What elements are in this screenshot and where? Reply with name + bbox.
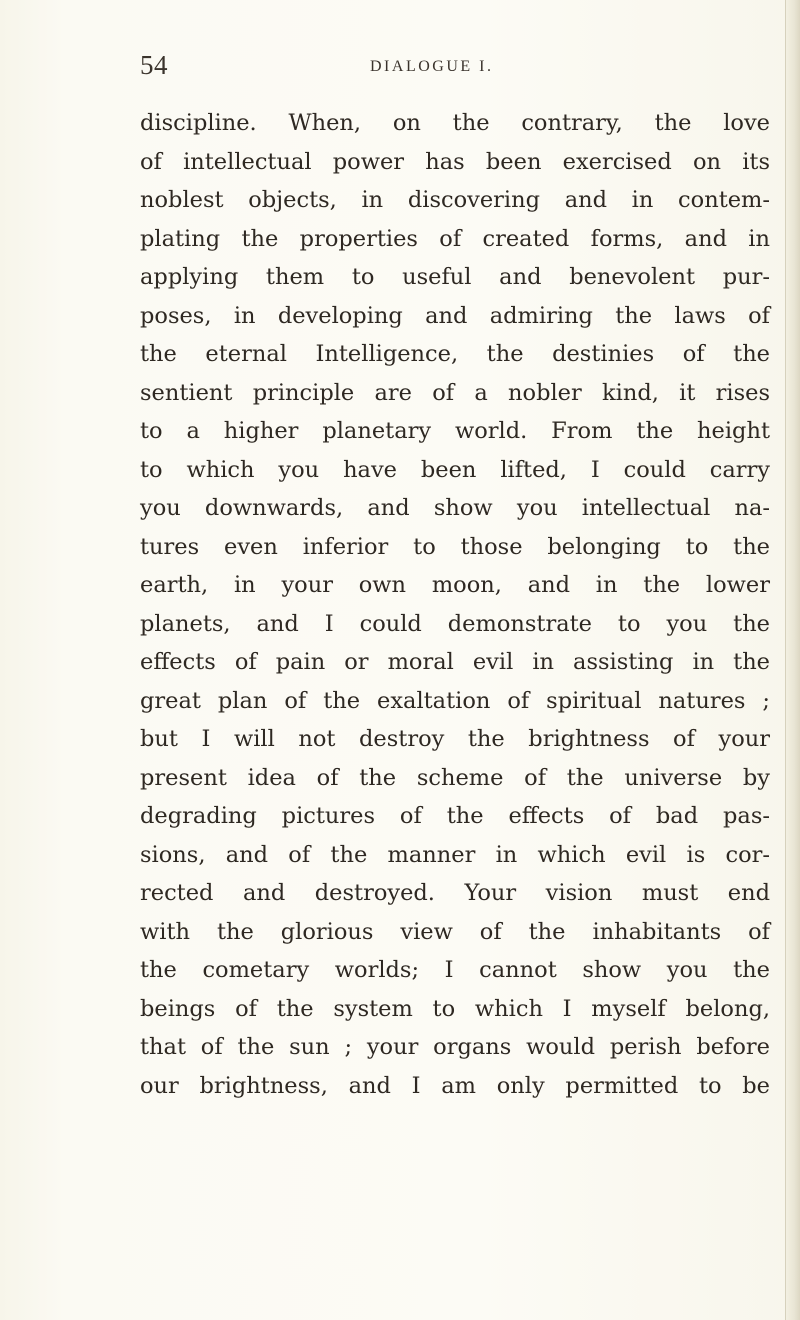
running-head: DIALOGUE I. — [370, 58, 494, 75]
text-line: to a higher planetary world. From the height — [140, 418, 770, 444]
text-line: present idea of the scheme of the universe by — [140, 764, 770, 791]
text-line: great plan of the exaltation of spiritual natures ; — [140, 687, 770, 714]
text-line: but I will not destroy the brightness of your — [140, 726, 770, 752]
text-line: noblest objects, in discovering and in contem- — [140, 187, 770, 213]
text-line: earth, in your own moon, and in the lower — [140, 572, 770, 598]
text-line: of intellectual power has been exercised on its — [140, 148, 770, 175]
text-line: with the glorious view of the inhabitants of — [140, 918, 770, 945]
body-text — [140, 104, 770, 1105]
text-line: to which you have been lifted, I could carry — [140, 456, 770, 483]
text-line: sions, and of the manner in which evil is cor- — [140, 841, 770, 868]
page-edge — [785, 0, 800, 1320]
page-number: 54 — [140, 50, 168, 80]
text-line: our brightness, and I am only permitted to be — [140, 1072, 770, 1099]
text-line: the eternal Intelligence, the destinies of the — [140, 341, 770, 367]
text-line: applying them to useful and benevolent pur- — [140, 264, 770, 290]
text-line: sentient principle are of a nobler kind, it rises — [140, 379, 770, 406]
text-line: poses, in developing and admiring the laws of — [140, 302, 770, 329]
text-line: plating the properties of created forms, and in — [140, 225, 770, 252]
text-line: degrading pictures of the effects of bad pas- — [140, 803, 770, 829]
text-line: effects of pain or moral evil in assisting in the — [140, 649, 770, 675]
text-line: discipline. When, on the contrary, the love — [140, 110, 770, 136]
text-line: rected and destroyed. Your vision must end — [140, 880, 770, 906]
text-line: beings of the system to which I myself belong, — [140, 995, 770, 1022]
text-line: planets, and I could demonstrate to you the — [140, 610, 770, 637]
page-header — [0, 50, 800, 90]
text-line: the cometary worlds; I cannot show you the — [140, 957, 770, 983]
text-line: that of the sun ; your organs would perish before — [140, 1034, 770, 1060]
text-line: you downwards, and show you intellectual na- — [140, 495, 770, 521]
text-line: tures even inferior to those belonging to the — [140, 533, 770, 560]
